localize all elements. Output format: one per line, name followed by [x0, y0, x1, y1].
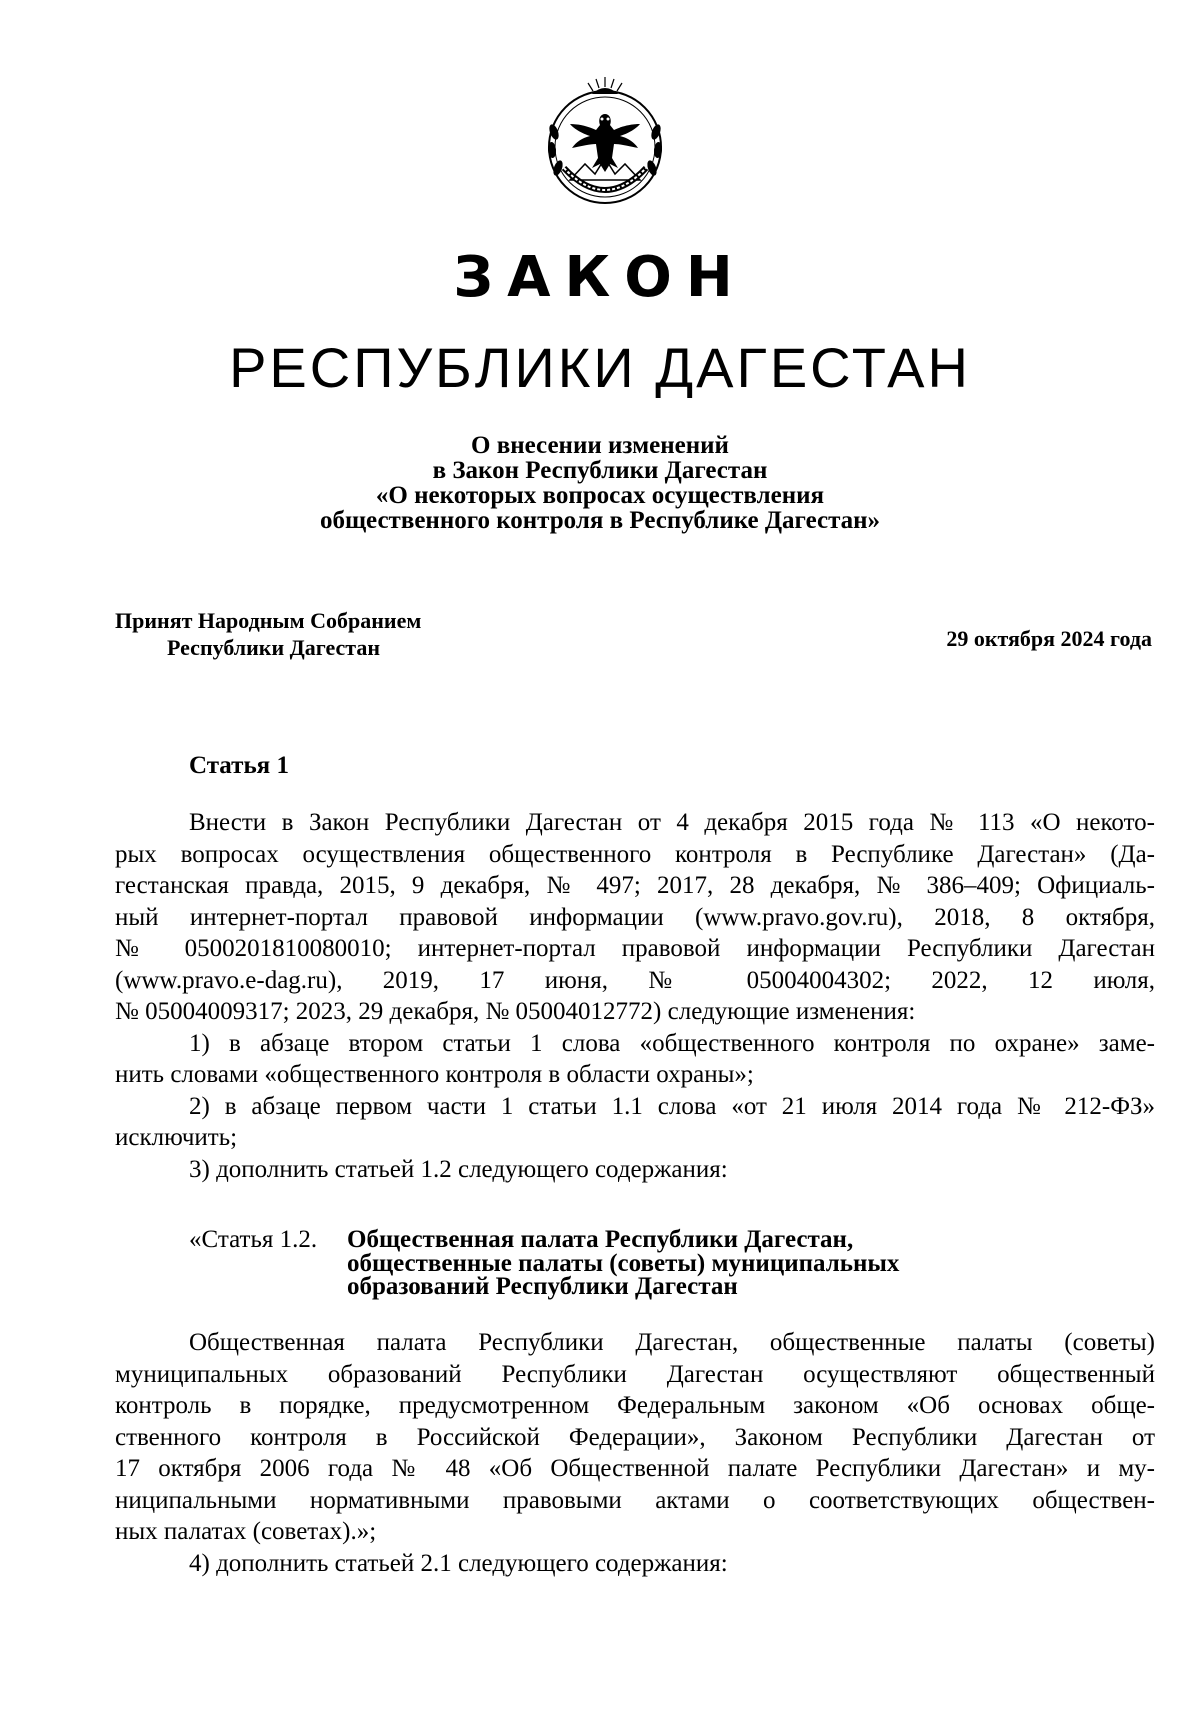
document-subtitle	[0, 433, 1200, 533]
coat-of-arms-icon	[530, 72, 680, 222]
text-line: нить словами «общественного контроля в области охраны»;	[115, 1061, 754, 1088]
text-line: ный интернет-портал правовой информации (www.pravo.gov.ru), 2018, 8 октября,	[115, 903, 1155, 931]
law-title: ЗАКОН	[453, 245, 747, 310]
article-body	[115, 807, 1155, 1185]
article-number: «Статья 1.2.	[189, 1226, 318, 1253]
subtitle-line: О внесении изменений	[471, 432, 729, 459]
subtitle-line: в Закон Республики Дагестан	[432, 457, 768, 484]
article-title-line: Общественная палата Республики Дагестан,	[347, 1226, 854, 1253]
text-line: 17 октября 2006 года № 48 «Об Общественной палате Республики Дагестан» и му-	[115, 1455, 1155, 1482]
text-line: № 0500201810080010; интернет-портал правовой информации Республики Дагестан	[115, 935, 1155, 962]
article-heading: Статья 1	[189, 752, 289, 779]
text-line: Внести в Закон Республики Дагестан от 4 декабря 2015 года № 113 «О некото-	[189, 809, 1155, 836]
subtitle-line: общественного контроля в Республике Дагестан»	[319, 507, 881, 534]
adoption-date: 29 октября 2024 года	[946, 626, 1152, 651]
adopted-line: Принят Народным Собранием	[115, 608, 422, 633]
text-line: ниципальными нормативными правовыми актами о соответствующих обществен-	[115, 1486, 1155, 1514]
article-title-line: общественные палаты (советы) муниципальных	[347, 1249, 900, 1277]
text-line: (www.pravo.e-dag.ru), 2019, 17 июня, № 05004004302; 2022, 12 июля,	[115, 966, 1155, 994]
text-line: 3) дополнить статьей 1.2 следующего содержания:	[189, 1155, 728, 1183]
text-line: исключить;	[115, 1124, 238, 1151]
text-line: № 05004009317; 2023, 29 декабря, № 05004012772) следующие изменения:	[115, 998, 916, 1025]
text-line: 1) в абзаце втором статьи 1 слова «общественного контроля по охране» заме-	[189, 1029, 1155, 1057]
text-line: муниципальных образований Республики Дагестан осуществляют общественный	[115, 1360, 1155, 1388]
text-line: ных палатах (советах).»;	[115, 1518, 377, 1545]
text-line: 2) в абзаце первом части 1 статьи 1.1 слова «от 21 июля 2014 года № 212-ФЗ»	[189, 1092, 1155, 1120]
text-line: рых вопросах осуществления общественного контроля в Республике Дагестан» (Да-	[115, 840, 1155, 868]
adopted-line: Республики Дагестан	[167, 635, 381, 660]
article-body-continued	[115, 1327, 1155, 1579]
text-line: 4) дополнить статьей 2.1 следующего содержания:	[189, 1549, 728, 1577]
subtitle-line: «О некоторых вопросах осуществления	[375, 482, 825, 509]
article-1-2-heading	[189, 1228, 899, 1299]
republic-title: РЕСПУБЛИКИ ДАГЕСТАН	[229, 336, 971, 399]
text-line: контроль в порядке, предусмотренном Федеральным законом «Об основах обще-	[115, 1392, 1155, 1419]
adopted-by	[115, 607, 421, 661]
text-line: гестанская правда, 2015, 9 декабря, № 497; 2017, 28 декабря, № 386–409; Официаль-	[115, 872, 1155, 899]
article-title-line: образований Республики Дагестан	[347, 1273, 738, 1300]
text-line: ственного контроля в Российской Федерации», Законом Республики Дагестан от	[115, 1423, 1155, 1451]
article-title	[347, 1228, 899, 1299]
text-line: Общественная палата Республики Дагестан, общественные палаты (советы)	[189, 1329, 1155, 1356]
